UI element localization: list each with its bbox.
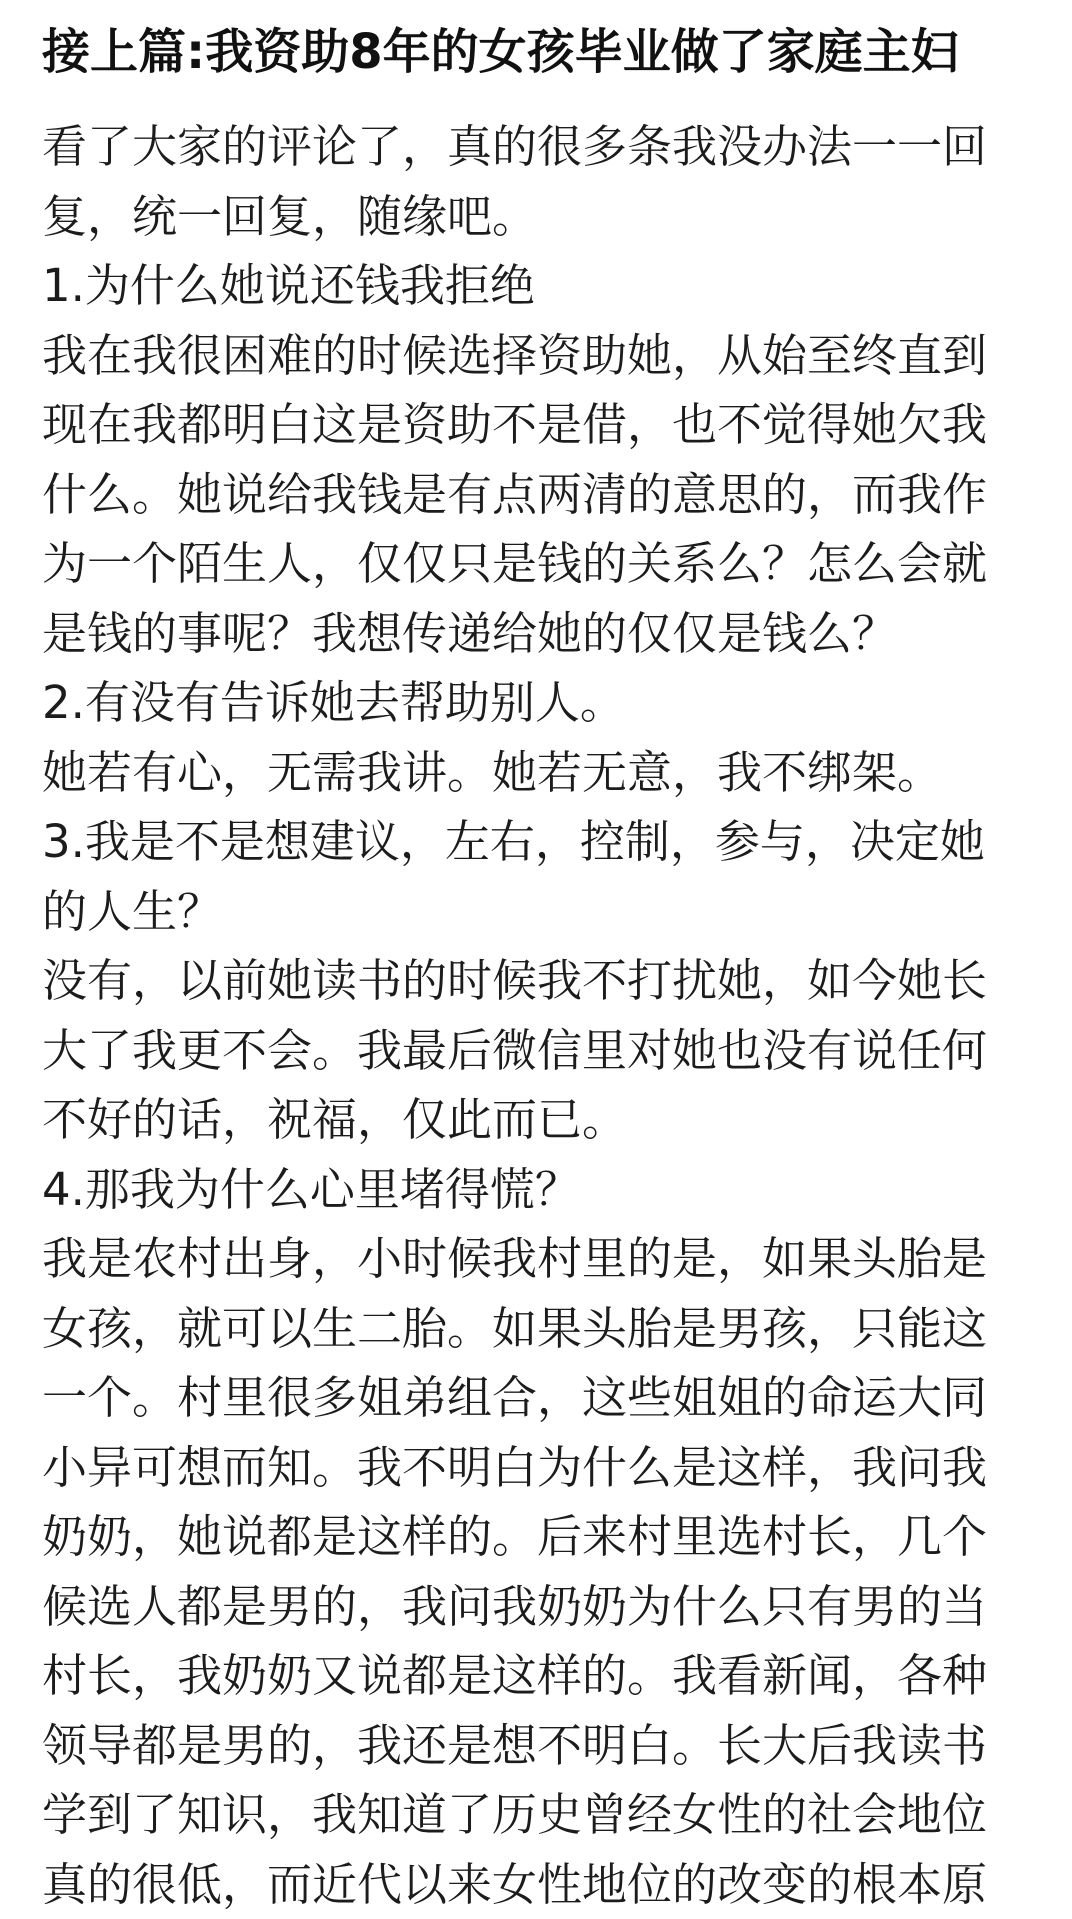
body-line: 没有，以前她读书的时候我不打扰她，如今她长 <box>42 946 1042 1016</box>
body-line: 什么。她说给我钱是有点两清的意思的，而我作 <box>42 460 1042 530</box>
body-line: 她若有心，无需我讲。她若无意，我不绑架。 <box>42 738 1042 808</box>
body-line: 真的很低，而近代以来女性地位的改变的根本原 <box>42 1850 1042 1919</box>
body-line: 领导都是男的，我还是想不明白。长大后我读书 <box>42 1711 1042 1781</box>
body-line: 1.为什么她说还钱我拒绝 <box>42 251 1042 321</box>
body-line: 村长，我奶奶又说都是这样的。我看新闻，各种 <box>42 1641 1042 1711</box>
body-line: 不好的话，祝福，仅此而已。 <box>42 1085 1042 1155</box>
body-line: 小异可想而知。我不明白为什么是这样，我问我 <box>42 1433 1042 1503</box>
body-line: 学到了知识，我知道了历史曾经女性的社会地位 <box>42 1780 1042 1850</box>
body-line: 大了我更不会。我最后微信里对她也没有说任何 <box>42 1016 1042 1086</box>
body-line: 复，统一回复，随缘吧。 <box>42 182 1042 252</box>
body-line: 3.我是不是想建议，左右，控制，参与，决定她 <box>42 807 1042 877</box>
body-line: 女孩，就可以生二胎。如果头胎是男孩，只能这 <box>42 1294 1042 1364</box>
body-line: 的人生？ <box>42 877 1042 947</box>
body-line: 为一个陌生人，仅仅只是钱的关系么？怎么会就 <box>42 529 1042 599</box>
article-title: 接上篇:我资助8年的女孩毕业做了家庭主妇 <box>42 20 1062 84</box>
body-line: 2.有没有告诉她去帮助别人。 <box>42 668 1042 738</box>
body-line: 候选人都是男的，我问我奶奶为什么只有男的当 <box>42 1572 1042 1642</box>
body-line: 我在我很困难的时候选择资助她，从始至终直到 <box>42 321 1042 391</box>
body-line: 是钱的事呢？我想传递给她的仅仅是钱么？ <box>42 599 1042 669</box>
body-line: 看了大家的评论了，真的很多条我没办法一一回 <box>42 112 1042 182</box>
body-line: 我是农村出身，小时候我村里的是，如果头胎是 <box>42 1224 1042 1294</box>
body-line: 一个。村里很多姐弟组合，这些姐姐的命运大同 <box>42 1363 1042 1433</box>
body-line: 现在我都明白这是资助不是借，也不觉得她欠我 <box>42 390 1042 460</box>
body-line: 奶奶，她说都是这样的。后来村里选村长，几个 <box>42 1502 1042 1572</box>
body-line: 4.那我为什么心里堵得慌？ <box>42 1155 1042 1225</box>
article-body <box>42 112 1042 1919</box>
